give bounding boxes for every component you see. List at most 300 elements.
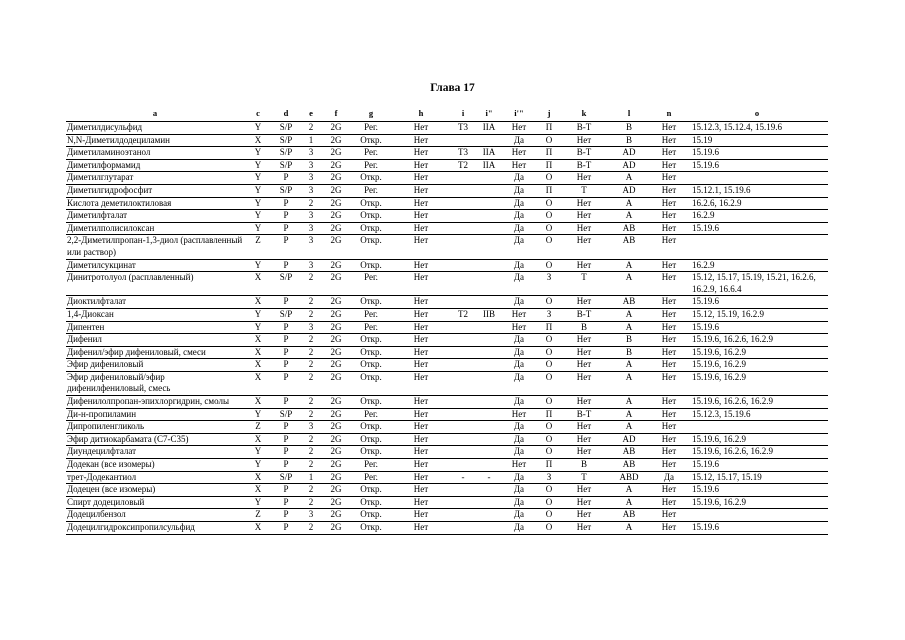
cell-i: - bbox=[461, 471, 465, 482]
cell-g: Откр. bbox=[360, 396, 382, 407]
cell-c: X bbox=[254, 334, 262, 345]
cell-i3: Нет bbox=[511, 159, 527, 170]
cell-l: A bbox=[625, 421, 633, 432]
substance-name-cell: Диоктилфталат bbox=[67, 296, 127, 307]
cell-c: X bbox=[254, 522, 262, 532]
cell-l: A bbox=[625, 308, 633, 319]
table-row bbox=[66, 222, 828, 235]
cell-k: Нет bbox=[576, 484, 592, 495]
cell-h: Нет bbox=[413, 134, 429, 145]
cell-c: X bbox=[254, 371, 262, 382]
cell-k: Т bbox=[581, 272, 587, 283]
cell-f: 2G bbox=[330, 371, 342, 382]
cell-l: AB bbox=[622, 459, 636, 470]
cell-i3: Нет bbox=[511, 147, 527, 158]
cell-i bbox=[450, 433, 476, 446]
cell-n: Нет bbox=[661, 433, 677, 444]
cell-k: В-Т bbox=[576, 159, 592, 170]
substance-name-cell: Дипентен bbox=[67, 321, 105, 332]
cell-h: Нет bbox=[413, 159, 429, 170]
column-header-n: n bbox=[666, 107, 672, 118]
cell-h: Нет bbox=[413, 172, 429, 183]
cell-k: Нет bbox=[576, 222, 592, 233]
cell-i: T2 bbox=[458, 159, 468, 170]
cell-l: AB bbox=[622, 509, 636, 520]
special-requirements-cell bbox=[686, 509, 828, 522]
cell-i3: Да bbox=[513, 222, 525, 233]
cell-n: Нет bbox=[661, 396, 677, 407]
table-body bbox=[66, 122, 828, 535]
cell-e: 2 bbox=[308, 522, 314, 532]
cell-d: S/P bbox=[279, 408, 293, 419]
column-header-j: j bbox=[547, 107, 551, 118]
cell-n: Нет bbox=[661, 522, 677, 532]
cell-i3: Да bbox=[513, 359, 525, 370]
table-row bbox=[66, 484, 828, 497]
cell-e: 3 bbox=[308, 147, 314, 158]
cell-f: 2G bbox=[330, 459, 342, 470]
cell-f: 2G bbox=[330, 321, 342, 332]
cell-g: Откр. bbox=[360, 134, 382, 145]
table-row bbox=[66, 446, 828, 459]
cell-f: 2G bbox=[330, 433, 342, 444]
special-requirements-cell: 15.19 bbox=[692, 134, 713, 145]
cell-h: Нет bbox=[413, 371, 429, 382]
substance-name-cell: Диметилполисилоксан bbox=[67, 222, 155, 233]
cell-i bbox=[450, 197, 476, 210]
cell-n: Нет bbox=[661, 184, 677, 195]
cell-i bbox=[450, 134, 476, 147]
cell-j: П bbox=[545, 459, 553, 470]
cell-f: 2G bbox=[330, 172, 342, 183]
special-requirements-cell bbox=[686, 172, 828, 185]
cell-i2: IIB bbox=[483, 308, 495, 319]
substance-name-cell: Дифенил/эфир дифениловый, смеси bbox=[67, 346, 206, 357]
cell-n: Нет bbox=[661, 210, 677, 221]
cell-i2 bbox=[476, 259, 502, 272]
substance-name-cell: Додецилгидроксипропилсульфид bbox=[67, 522, 195, 532]
cell-l: AB bbox=[622, 296, 636, 307]
cell-h: Нет bbox=[413, 334, 429, 345]
cell-g: Рег. bbox=[364, 272, 378, 283]
cell-d: S/P bbox=[279, 159, 293, 170]
cell-f: 2G bbox=[330, 484, 342, 495]
cell-h: Нет bbox=[413, 433, 429, 444]
cell-d: P bbox=[283, 235, 289, 246]
special-requirements-cell: 15.19.6, 16.2.9 bbox=[692, 433, 746, 444]
cell-k: Нет bbox=[576, 210, 592, 221]
cell-l: В bbox=[625, 134, 632, 145]
cell-h: Нет bbox=[413, 308, 429, 319]
cell-i3: Да bbox=[513, 433, 525, 444]
cell-k: В bbox=[580, 459, 587, 470]
special-requirements-cell: 15.19.6 bbox=[692, 159, 719, 170]
cell-i3: Да bbox=[513, 346, 525, 357]
table-row bbox=[66, 134, 828, 147]
special-requirements-cell: 15.19.6 bbox=[692, 321, 719, 332]
cell-j: З bbox=[546, 308, 552, 319]
substance-name-cell: Додекан (все изомеры) bbox=[67, 459, 155, 470]
cell-h: Нет bbox=[413, 484, 429, 495]
cell-i3: Да bbox=[513, 134, 525, 145]
table-row bbox=[66, 159, 828, 172]
table-row bbox=[66, 308, 828, 321]
cell-g: Откр. bbox=[360, 509, 382, 520]
cell-n: Нет bbox=[661, 371, 677, 382]
column-header-l: l bbox=[627, 107, 631, 118]
cell-h: Нет bbox=[413, 359, 429, 370]
cell-g: Откр. bbox=[360, 235, 382, 246]
cell-n: Нет bbox=[661, 334, 677, 345]
cell-e: 3 bbox=[308, 184, 314, 195]
cell-h: Нет bbox=[413, 459, 429, 470]
cell-i2 bbox=[476, 321, 502, 334]
table-row bbox=[66, 459, 828, 472]
cell-i2 bbox=[476, 296, 502, 309]
column-header-e: e bbox=[309, 107, 313, 118]
substance-name-cell: Диметилформамид bbox=[67, 159, 141, 170]
cell-i bbox=[450, 184, 476, 197]
cell-h: Нет bbox=[413, 259, 429, 270]
cell-i bbox=[450, 235, 476, 259]
cell-j: О bbox=[545, 396, 553, 407]
substance-name-cell: Дифенилолпропан-эпихлоргидрин, смолы bbox=[67, 396, 230, 407]
cell-d: P bbox=[283, 259, 289, 270]
cell-l: A bbox=[625, 396, 633, 407]
special-requirements-cell: 15.19.6 bbox=[692, 522, 719, 532]
cell-i bbox=[450, 446, 476, 459]
cell-j: З bbox=[546, 272, 552, 283]
cell-e: 2 bbox=[308, 371, 314, 382]
cell-l: A bbox=[625, 172, 633, 183]
table-row bbox=[66, 296, 828, 309]
cell-j: О bbox=[545, 197, 553, 208]
cell-d: P bbox=[283, 172, 289, 183]
cell-i bbox=[450, 321, 476, 334]
cell-e: 2 bbox=[308, 496, 314, 507]
cell-j: П bbox=[545, 184, 553, 195]
cell-c: Y bbox=[254, 496, 262, 507]
cell-j: О bbox=[545, 446, 553, 457]
cell-l: A bbox=[625, 197, 633, 208]
cell-i: T2 bbox=[458, 308, 468, 319]
cell-e: 3 bbox=[308, 321, 314, 332]
cell-f: 2G bbox=[330, 272, 342, 283]
cell-i2 bbox=[476, 210, 502, 223]
table-row bbox=[66, 421, 828, 434]
cell-c: X bbox=[254, 396, 262, 407]
cell-n: Нет bbox=[661, 308, 677, 319]
special-requirements-cell: 15.12, 15.17, 15.19, 15.21, 16.2.6, 16.2.9, 16.6.4 bbox=[692, 272, 816, 294]
special-requirements-cell: 15.12.1, 15.19.6 bbox=[692, 184, 751, 195]
cell-e: 2 bbox=[308, 459, 314, 470]
cell-j: О bbox=[545, 134, 553, 145]
column-header-i3: i'" bbox=[514, 107, 524, 118]
cell-n: Нет bbox=[661, 496, 677, 507]
cell-e: 2 bbox=[308, 334, 314, 345]
cell-j: П bbox=[545, 122, 553, 132]
cell-i3: Нет bbox=[511, 122, 527, 132]
cell-j: О bbox=[545, 235, 553, 246]
cell-c: X bbox=[254, 296, 262, 307]
cell-g: Рег. bbox=[364, 459, 378, 470]
cell-f: 2G bbox=[330, 446, 342, 457]
cell-i2 bbox=[476, 235, 502, 259]
cell-k: Нет bbox=[576, 172, 592, 183]
cell-k: Нет bbox=[576, 496, 592, 507]
cell-f: 2G bbox=[330, 334, 342, 345]
table-row bbox=[66, 396, 828, 409]
cell-e: 3 bbox=[308, 509, 314, 520]
cell-i bbox=[450, 259, 476, 272]
substance-name-cell: Кислота деметилоктиловая bbox=[67, 197, 172, 208]
cell-n: Нет bbox=[661, 222, 677, 233]
column-header-g: g bbox=[368, 107, 374, 118]
cell-i2: IIA bbox=[482, 159, 496, 170]
cell-i3: Да bbox=[513, 446, 525, 457]
substance-name-cell: 1,4-Диоксан bbox=[67, 308, 114, 319]
special-requirements-cell: 15.12.3, 15.19.6 bbox=[692, 408, 751, 419]
cell-h: Нет bbox=[413, 197, 429, 208]
cell-e: 1 bbox=[308, 134, 314, 145]
cell-j: О bbox=[545, 210, 553, 221]
cell-n: Нет bbox=[661, 421, 677, 432]
cell-h: Нет bbox=[413, 471, 429, 482]
cell-i2 bbox=[476, 396, 502, 409]
cell-n: Нет bbox=[661, 446, 677, 457]
cell-i bbox=[450, 421, 476, 434]
cell-g: Рег. bbox=[364, 471, 378, 482]
cell-d: S/P bbox=[279, 471, 293, 482]
cell-d: P bbox=[283, 484, 289, 495]
column-header-h: h bbox=[418, 107, 424, 118]
substance-name-cell: 2,2-Диметилпропан-1,3-диол (расплавленный или раствор) bbox=[67, 235, 243, 257]
cell-i3: Да bbox=[513, 471, 525, 482]
cell-n: Нет bbox=[661, 134, 677, 145]
cell-f: 2G bbox=[330, 122, 342, 132]
cell-i3: Нет bbox=[511, 408, 527, 419]
cell-h: Нет bbox=[413, 396, 429, 407]
cell-l: A bbox=[625, 259, 633, 270]
cell-n: Да bbox=[663, 471, 675, 482]
cell-i3: Да bbox=[513, 235, 525, 246]
cell-f: 2G bbox=[330, 346, 342, 357]
table-row bbox=[66, 522, 828, 535]
substance-name-cell: Диметиламиноэтанол bbox=[67, 147, 151, 158]
cell-d: P bbox=[283, 371, 289, 382]
cell-f: 2G bbox=[330, 471, 342, 482]
cell-n: Нет bbox=[661, 321, 677, 332]
cell-l: A bbox=[625, 272, 633, 283]
cell-f: 2G bbox=[330, 222, 342, 233]
special-requirements-cell: 15.19.6, 16.2.9 bbox=[692, 346, 746, 357]
cell-i3: Нет bbox=[511, 308, 527, 319]
substance-name-cell: Диметилдисульфид bbox=[67, 122, 143, 132]
column-header-d: d bbox=[283, 107, 289, 118]
cell-g: Рег. bbox=[364, 147, 378, 158]
table-row bbox=[66, 359, 828, 372]
cell-k: Нет bbox=[576, 509, 592, 520]
special-requirements-cell: 15.19.6, 16.2.6, 16.2.9 bbox=[692, 446, 773, 457]
cell-d: S/P bbox=[279, 184, 293, 195]
cell-i3: Нет bbox=[511, 321, 527, 332]
cell-f: 2G bbox=[330, 296, 342, 307]
cell-n: Нет bbox=[661, 159, 677, 170]
cell-l: В bbox=[625, 122, 632, 132]
cell-h: Нет bbox=[413, 147, 429, 158]
cell-g: Откр. bbox=[360, 259, 382, 270]
cell-d: P bbox=[283, 421, 289, 432]
cell-j: О bbox=[545, 484, 553, 495]
substance-name-cell: Эфир дифениловый bbox=[67, 359, 144, 370]
cell-i3: Нет bbox=[511, 459, 527, 470]
cell-k: Нет bbox=[576, 396, 592, 407]
cell-i2 bbox=[476, 484, 502, 497]
cell-e: 3 bbox=[308, 159, 314, 170]
cell-n: Нет bbox=[661, 122, 677, 132]
cell-g: Откр. bbox=[360, 359, 382, 370]
cell-d: P bbox=[283, 433, 289, 444]
cell-l: AB bbox=[622, 222, 636, 233]
cell-h: Нет bbox=[413, 446, 429, 457]
cell-e: 3 bbox=[308, 210, 314, 221]
cell-c: Y bbox=[254, 210, 262, 221]
table-row bbox=[66, 210, 828, 223]
cell-c: Y bbox=[254, 197, 262, 208]
cell-d: S/P bbox=[279, 122, 293, 132]
cell-n: Нет bbox=[661, 272, 677, 283]
table-row bbox=[66, 259, 828, 272]
cell-e: 2 bbox=[308, 433, 314, 444]
cell-i2 bbox=[476, 346, 502, 359]
cell-d: S/P bbox=[279, 308, 293, 319]
special-requirements-cell: 15.12, 15.19, 16.2.9 bbox=[692, 308, 764, 319]
cell-i2 bbox=[476, 446, 502, 459]
table-row bbox=[66, 408, 828, 421]
cell-l: A bbox=[625, 496, 633, 507]
cell-i2 bbox=[476, 371, 502, 395]
cell-l: AD bbox=[622, 184, 636, 195]
cell-k: Нет bbox=[576, 446, 592, 457]
table-row bbox=[66, 321, 828, 334]
column-header-i: i bbox=[461, 107, 465, 118]
cell-f: 2G bbox=[330, 421, 342, 432]
cell-g: Рег. bbox=[364, 122, 378, 132]
cell-d: P bbox=[283, 446, 289, 457]
cell-i2 bbox=[476, 334, 502, 347]
substance-name-cell: Додецилбензол bbox=[67, 509, 126, 520]
cell-c: Y bbox=[254, 159, 262, 170]
table-row bbox=[66, 496, 828, 509]
cell-f: 2G bbox=[330, 147, 342, 158]
cell-c: Y bbox=[254, 172, 262, 183]
cell-d: P bbox=[283, 496, 289, 507]
table-row bbox=[66, 235, 828, 259]
table-row bbox=[66, 184, 828, 197]
cell-i3: Да bbox=[513, 184, 525, 195]
cell-g: Откр. bbox=[360, 484, 382, 495]
cell-e: 3 bbox=[308, 172, 314, 183]
cell-l: A bbox=[625, 371, 633, 382]
cell-f: 2G bbox=[330, 509, 342, 520]
cell-c: X bbox=[254, 359, 262, 370]
cell-j: П bbox=[545, 408, 553, 419]
cargo-table bbox=[66, 104, 828, 535]
cell-h: Нет bbox=[413, 408, 429, 419]
cell-c: Y bbox=[254, 122, 262, 132]
cell-c: X bbox=[254, 272, 262, 283]
cell-g: Рег. bbox=[364, 408, 378, 419]
cell-f: 2G bbox=[330, 496, 342, 507]
cell-k: Нет bbox=[576, 235, 592, 246]
cell-h: Нет bbox=[413, 122, 429, 132]
cell-i2: IIA bbox=[482, 122, 496, 132]
cell-k: Нет bbox=[576, 134, 592, 145]
cell-c: Z bbox=[255, 509, 261, 520]
cell-g: Откр. bbox=[360, 222, 382, 233]
cell-g: Рег. bbox=[364, 308, 378, 319]
cell-e: 2 bbox=[308, 396, 314, 407]
cell-i bbox=[450, 210, 476, 223]
cell-f: 2G bbox=[330, 210, 342, 221]
cell-g: Откр. bbox=[360, 371, 382, 382]
cell-k: Нет bbox=[576, 334, 592, 345]
cell-g: Откр. bbox=[360, 522, 382, 532]
cell-i: T3 bbox=[458, 122, 468, 132]
cell-e: 2 bbox=[308, 308, 314, 319]
cell-c: Z bbox=[255, 421, 261, 432]
cell-c: Y bbox=[254, 147, 262, 158]
cell-e: 2 bbox=[308, 122, 314, 132]
cell-k: Нет bbox=[576, 433, 592, 444]
cell-i3: Да bbox=[513, 396, 525, 407]
cell-g: Откр. bbox=[360, 197, 382, 208]
cell-i2 bbox=[476, 509, 502, 522]
cell-h: Нет bbox=[413, 235, 429, 246]
special-requirements-cell bbox=[686, 421, 828, 434]
cell-g: Откр. bbox=[360, 172, 382, 183]
cell-f: 2G bbox=[330, 396, 342, 407]
cell-c: X bbox=[254, 346, 262, 357]
cell-j: О bbox=[545, 296, 553, 307]
cell-e: 2 bbox=[308, 197, 314, 208]
substance-name-cell: Эфир дифениловый/эфир дифенилфениловый, смесь bbox=[67, 371, 171, 394]
cell-i bbox=[450, 296, 476, 309]
substance-name-cell: Диметилфталат bbox=[67, 210, 128, 221]
cell-i2 bbox=[476, 222, 502, 235]
cell-e: 2 bbox=[308, 346, 314, 357]
cell-l: В bbox=[625, 346, 632, 357]
substance-name-cell: Динитротолуол (расплавленный) bbox=[67, 272, 194, 283]
cell-c: Y bbox=[254, 446, 262, 457]
cell-k: Нет bbox=[576, 259, 592, 270]
cell-j: П bbox=[545, 159, 553, 170]
cell-d: P bbox=[283, 296, 289, 307]
special-requirements-cell: 15.12.3, 15.12.4, 15.19.6 bbox=[692, 122, 782, 132]
cell-n: Нет bbox=[661, 459, 677, 470]
cell-f: 2G bbox=[330, 159, 342, 170]
cell-c: Y bbox=[254, 408, 262, 419]
cell-c: X bbox=[254, 484, 262, 495]
cell-i2 bbox=[476, 359, 502, 372]
table-row bbox=[66, 509, 828, 522]
cell-n: Нет bbox=[661, 172, 677, 183]
substance-name-cell: Диметилсукцинат bbox=[67, 259, 136, 270]
cell-f: 2G bbox=[330, 259, 342, 270]
cell-i2 bbox=[476, 197, 502, 210]
cell-g: Откр. bbox=[360, 446, 382, 457]
cell-n: Нет bbox=[661, 484, 677, 495]
